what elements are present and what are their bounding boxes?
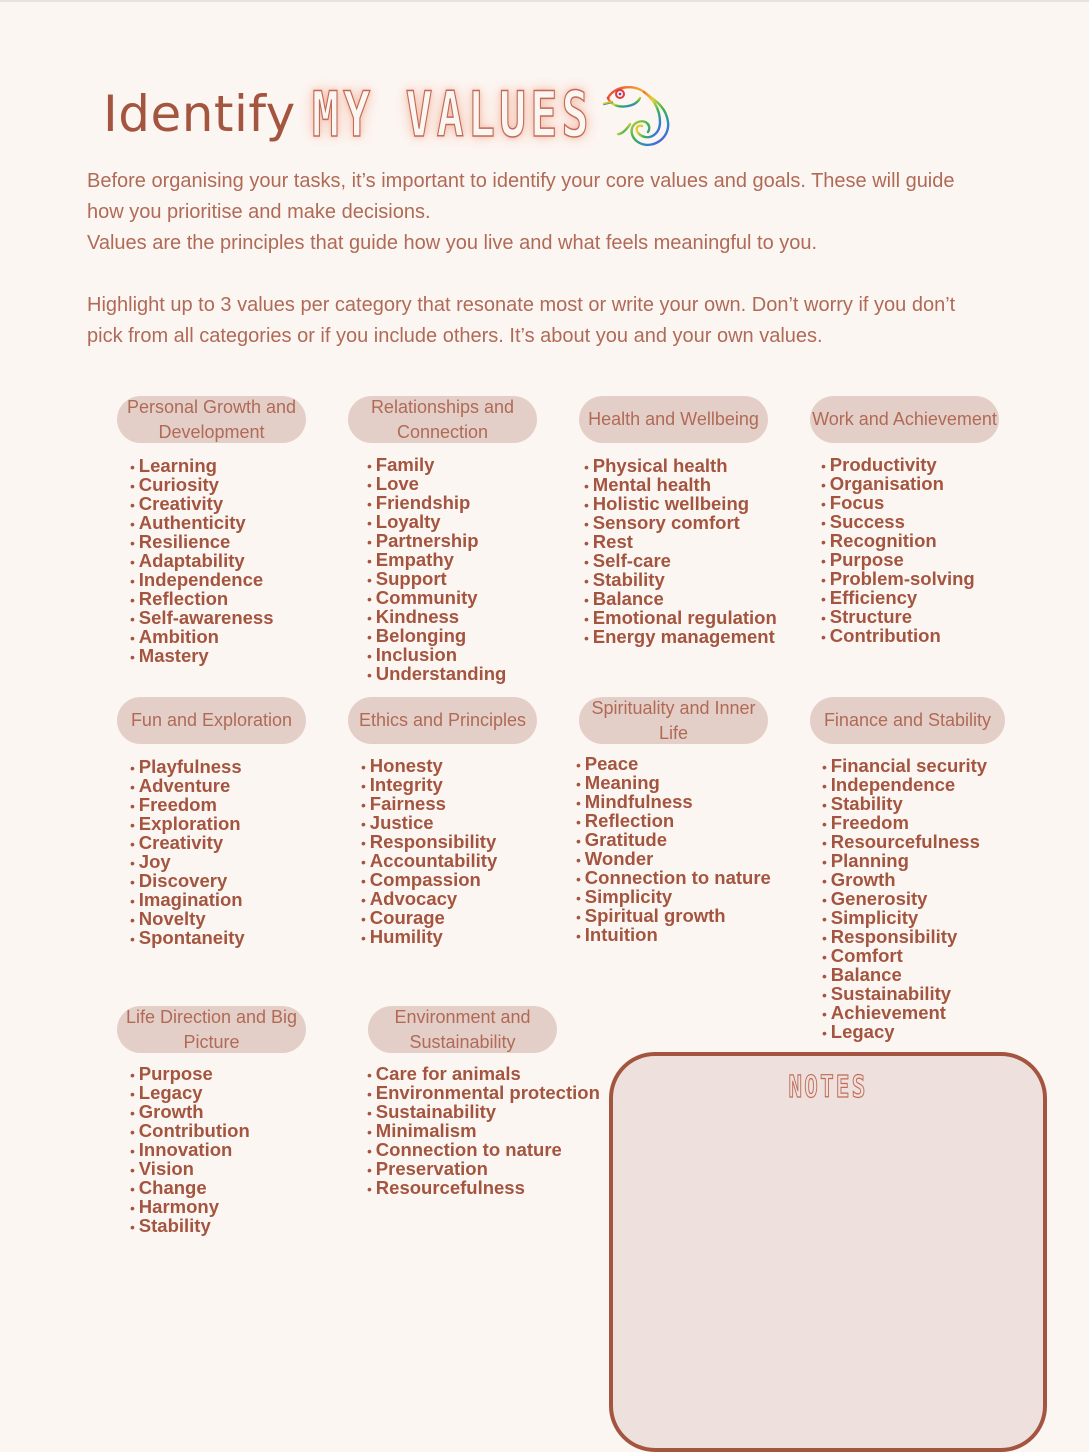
list-item: • Stability bbox=[822, 795, 987, 814]
list-item: • Energy management bbox=[584, 628, 777, 647]
rainbow-chameleon-icon bbox=[600, 80, 674, 150]
list-item: • Sustainability bbox=[822, 985, 987, 1004]
list-item: • Learning bbox=[130, 457, 274, 476]
list-item: • Inclusion bbox=[367, 646, 506, 665]
category-pill: Environment and Sustainability bbox=[368, 1006, 557, 1053]
list-item: • Advocacy bbox=[361, 890, 497, 909]
list-item: • Balance bbox=[822, 966, 987, 985]
list-item: • Growth bbox=[822, 871, 987, 890]
list-item: • Integrity bbox=[361, 776, 497, 795]
list-item: • Reflection bbox=[130, 590, 274, 609]
category-list-work bbox=[821, 456, 975, 646]
category-list-life-direction bbox=[130, 1065, 250, 1236]
top-divider bbox=[0, 0, 1089, 2]
list-item: • Freedom bbox=[130, 796, 245, 815]
list-item: • Peace bbox=[576, 755, 771, 774]
list-item: • Achievement bbox=[822, 1004, 987, 1023]
list-item: • Stability bbox=[130, 1217, 250, 1236]
list-item: • Comfort bbox=[822, 947, 987, 966]
list-item: • Harmony bbox=[130, 1198, 250, 1217]
list-item: • Belonging bbox=[367, 627, 506, 646]
list-item: • Stability bbox=[584, 571, 777, 590]
list-item: • Authenticity bbox=[130, 514, 274, 533]
notes-title: NOTES bbox=[788, 1070, 868, 1105]
list-item: • Growth bbox=[130, 1103, 250, 1122]
list-item: • Success bbox=[821, 513, 975, 532]
category-list-finance bbox=[822, 757, 987, 1042]
list-item: • Minimalism bbox=[367, 1122, 600, 1141]
list-item: • Loyalty bbox=[367, 513, 506, 532]
list-item: • Self-care bbox=[584, 552, 777, 571]
category-list-environment bbox=[367, 1065, 600, 1198]
list-item: • Sensory comfort bbox=[584, 514, 777, 533]
category-list-relationships bbox=[367, 456, 506, 684]
list-item: • Resourcefulness bbox=[367, 1179, 600, 1198]
list-item: • Understanding bbox=[367, 665, 506, 684]
list-item: • Holistic wellbeing bbox=[584, 495, 777, 514]
list-item: • Discovery bbox=[130, 872, 245, 891]
list-item: • Legacy bbox=[822, 1023, 987, 1042]
list-item: • Reflection bbox=[576, 812, 771, 831]
category-pill: Life Direction and Big Picture bbox=[117, 1006, 306, 1053]
category-list-health bbox=[584, 457, 777, 647]
list-item: • Meaning bbox=[576, 774, 771, 793]
list-item: • Compassion bbox=[361, 871, 497, 890]
list-item: • Care for animals bbox=[367, 1065, 600, 1084]
list-item: • Purpose bbox=[130, 1065, 250, 1084]
list-item: • Vision bbox=[130, 1160, 250, 1179]
list-item: • Friendship bbox=[367, 494, 506, 513]
list-item: • Mental health bbox=[584, 476, 777, 495]
category-pill: Personal Growth and Development bbox=[117, 396, 306, 443]
list-item: • Fairness bbox=[361, 795, 497, 814]
list-item: • Novelty bbox=[130, 910, 245, 929]
list-item: • Community bbox=[367, 589, 506, 608]
list-item: • Contribution bbox=[130, 1122, 250, 1141]
list-item: • Love bbox=[367, 475, 506, 494]
intro-paragraph-3: Highlight up to 3 values per category that resonate most or write your own. Don’t worry if you don’t pick from all categories or if you include others. It’s about you and your own values. bbox=[87, 294, 956, 347]
list-item: • Innovation bbox=[130, 1141, 250, 1160]
list-item: • Playfulness bbox=[130, 758, 245, 777]
list-item: • Honesty bbox=[361, 757, 497, 776]
list-item: • Partnership bbox=[367, 532, 506, 551]
list-item: • Exploration bbox=[130, 815, 245, 834]
list-item: • Preservation bbox=[367, 1160, 600, 1179]
list-item: • Responsibility bbox=[361, 833, 497, 852]
list-item: • Legacy bbox=[130, 1084, 250, 1103]
category-pill: Relationships and Connection bbox=[348, 396, 537, 443]
list-item: • Independence bbox=[822, 776, 987, 795]
list-item: • Imagination bbox=[130, 891, 245, 910]
list-item: • Kindness bbox=[367, 608, 506, 627]
list-item: • Intuition bbox=[576, 926, 771, 945]
list-item: • Humility bbox=[361, 928, 497, 947]
list-item: • Focus bbox=[821, 494, 975, 513]
list-item: • Productivity bbox=[821, 456, 975, 475]
title-accent: MY VALUES bbox=[311, 77, 593, 151]
list-item: • Freedom bbox=[822, 814, 987, 833]
list-item: • Recognition bbox=[821, 532, 975, 551]
list-item: • Adaptability bbox=[130, 552, 274, 571]
title-main: Identify bbox=[103, 85, 296, 143]
category-list-ethics bbox=[361, 757, 497, 947]
list-item: • Balance bbox=[584, 590, 777, 609]
category-pill: Spirituality and Inner Life bbox=[579, 697, 768, 744]
list-item: • Efficiency bbox=[821, 589, 975, 608]
intro-text bbox=[87, 166, 992, 352]
intro-paragraph-1: Before organising your tasks, it’s important to identify your core values and goals. These will guide how you prioritise and make decisions. bbox=[87, 170, 955, 223]
notes-box[interactable] bbox=[609, 1052, 1047, 1452]
category-pill: Ethics and Principles bbox=[348, 697, 537, 744]
list-item: • Change bbox=[130, 1179, 250, 1198]
list-item: • Financial security bbox=[822, 757, 987, 776]
list-item: • Ambition bbox=[130, 628, 274, 647]
list-item: • Joy bbox=[130, 853, 245, 872]
list-item: • Organisation bbox=[821, 475, 975, 494]
list-item: • Resilience bbox=[130, 533, 274, 552]
list-item: • Family bbox=[367, 456, 506, 475]
list-item: • Environmental protection bbox=[367, 1084, 600, 1103]
list-item: • Contribution bbox=[821, 627, 975, 646]
list-item: • Resourcefulness bbox=[822, 833, 987, 852]
list-item: • Wonder bbox=[576, 850, 771, 869]
list-item: • Empathy bbox=[367, 551, 506, 570]
list-item: • Responsibility bbox=[822, 928, 987, 947]
category-pill: Work and Achievement bbox=[810, 396, 999, 443]
list-item: • Connection to nature bbox=[576, 869, 771, 888]
list-item: • Simplicity bbox=[576, 888, 771, 907]
intro-paragraph-2: Values are the principles that guide how you live and what feels meaningful to you. bbox=[87, 232, 818, 254]
list-item: • Creativity bbox=[130, 834, 245, 853]
list-item: • Spontaneity bbox=[130, 929, 245, 948]
list-item: • Purpose bbox=[821, 551, 975, 570]
list-item: • Connection to nature bbox=[367, 1141, 600, 1160]
list-item: • Adventure bbox=[130, 777, 245, 796]
category-list-fun bbox=[130, 758, 245, 948]
list-item: • Rest bbox=[584, 533, 777, 552]
list-item: • Courage bbox=[361, 909, 497, 928]
list-item: • Accountability bbox=[361, 852, 497, 871]
list-item: • Emotional regulation bbox=[584, 609, 777, 628]
list-item: • Planning bbox=[822, 852, 987, 871]
category-pill: Fun and Exploration bbox=[117, 697, 306, 744]
list-item: • Simplicity bbox=[822, 909, 987, 928]
category-list-spirituality bbox=[576, 755, 771, 945]
list-item: • Gratitude bbox=[576, 831, 771, 850]
list-item: • Mastery bbox=[130, 647, 274, 666]
list-item: • Justice bbox=[361, 814, 497, 833]
list-item: • Physical health bbox=[584, 457, 777, 476]
list-item: • Support bbox=[367, 570, 506, 589]
category-pill: Health and Wellbeing bbox=[579, 396, 768, 443]
list-item: • Self-awareness bbox=[130, 609, 274, 628]
list-item: • Sustainability bbox=[367, 1103, 600, 1122]
category-list-personal-growth bbox=[130, 457, 274, 666]
list-item: • Creativity bbox=[130, 495, 274, 514]
list-item: • Problem-solving bbox=[821, 570, 975, 589]
list-item: • Structure bbox=[821, 608, 975, 627]
list-item: • Independence bbox=[130, 571, 274, 590]
list-item: • Spiritual growth bbox=[576, 907, 771, 926]
list-item: • Curiosity bbox=[130, 476, 274, 495]
category-pill: Finance and Stability bbox=[810, 697, 1005, 744]
list-item: • Mindfulness bbox=[576, 793, 771, 812]
list-item: • Generosity bbox=[822, 890, 987, 909]
